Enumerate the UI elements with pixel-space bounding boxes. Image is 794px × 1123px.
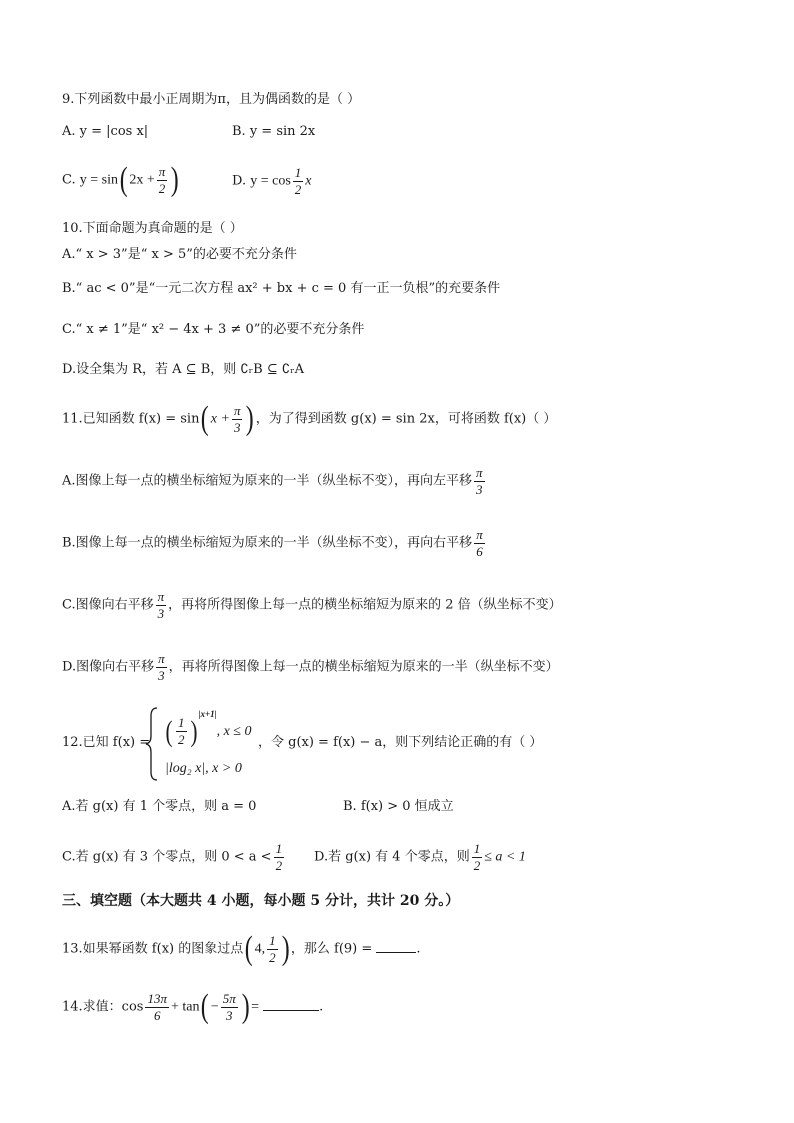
q12-option-a: A.若 g(x) 有 1 个零点，则 a = 0 [62,799,257,814]
q10-option-b: B.“ ac < 0”是“一元二次方程 ax² + bx + c = 0 有一正一负根”的充要条件 [62,281,501,296]
q14-fraction-1: $\frac{13\pi}{6}$ [147,990,167,1023]
q9-option-c: C. y = sin( 2x + $\frac{\pi}{2}$ ) [62,161,179,198]
q11-c-pre: C.图像向右平移 [62,597,154,613]
q13-point-pre: 4, [254,941,266,957]
section-title: 三、填空题（本大题共 4 小题，每小题 5 分计，共计 20 分。） [62,893,460,909]
q11-stem: 11.已知函数 f(x) = sin( x + $\frac{\pi}{3}$ ) ，为了得到函数 g(x) = sin 2x，可将函数 f(x)（ ） [62,400,557,437]
q9-option-d [232,166,312,196]
q14-inner: − [210,999,219,1015]
q13-post: ，那么 f(9) = [290,941,373,957]
q10-option-a: A.“ x > 3”是“ x > 5”的必要不充分条件 [62,247,297,262]
q13-pre: 13.如果幂函数 f(x) 的图象过点 [62,941,244,957]
q11-d-fraction: $\frac{\pi}{3}$ [158,651,165,683]
q9-d-post: x [305,173,312,189]
q12-case1-cond: , x ≤ 0 [216,724,252,739]
q11-stem-post: ，为了得到函数 g(x) = sin 2x，可将函数 f(x)（ ） [255,411,557,427]
q11-d-post: ，再将所得图像上每一点的横坐标缩短为原来的一半（纵坐标不变） [168,659,559,675]
q12-c-fraction: $\frac{1}{2}$ [275,841,283,873]
q11-a-fraction: $\frac{\pi}{3}$ [476,465,483,497]
q11-stem-pre: 11.已知函数 f(x) = sin [62,411,200,427]
q14: 14.求值：cos $\frac{13\pi}{6}$ + tan( − $\frac{5\pi}{3}$ ) = . [62,988,324,1025]
q11-option-a [62,466,487,496]
q12-stem-post: ，令 g(x) = f(x) − a，则下列结论正确的有（ ） [258,735,543,750]
q11-option-c [62,590,562,620]
q11-option-b [62,528,487,558]
q9-d-fraction: $\frac{1}{2}$ [294,165,302,197]
q12-option-b: B. f(x) > 0 恒成立 [343,799,454,814]
q13-fraction: $\frac{1}{2}$ [269,932,276,965]
q10-option-c: C.“ x ≠ 1”是“ x² − 4x + 3 ≠ 0”的必要不充分条件 [62,322,365,337]
q12-d-fraction: $\frac{1}{2}$ [473,841,481,873]
q9-stem: 9.下列函数中最小正周期为π，且为偶函数的是（ ） [62,92,361,107]
q14-fraction-2: $\frac{5\pi}{3}$ [222,990,236,1023]
q10-option-d: D.设全集为 R，若 A ⊆ B，则 ∁ᵣB ⊆ ∁ᵣA [62,362,305,377]
q12-case-1: ( $\frac{1}{2}$ )$^{|x+1|}$, x ≤ 0 [165,709,252,748]
q12-case1-exp: |x+1| [198,709,217,719]
q11-stem-fraction: $\frac{\pi}{3}$ [233,402,241,435]
q12-brace [145,706,159,782]
q12-stem-pre: 12.已知 f(x) = [62,735,151,750]
q12-option-c [62,842,286,872]
q9-option-a: A. y = |cos x| [62,124,149,139]
q14-pre: 14.求值：cos [62,999,144,1015]
q9-d-pre: y = cos [250,173,291,189]
q11-d-pre: D.图像向右平移 [62,659,155,675]
q9-d-label: D. [232,173,247,189]
q9-option-b: B. y = sin 2x [232,124,316,139]
q12-case1-fraction: $\frac{1}{2}$ [178,715,185,747]
q9-c-inner: 2x + [129,172,155,188]
q12-case-2 [165,762,242,776]
q11-option-d [62,652,559,682]
q13: 13.如果幂函数 f(x) 的图象过点( 4, $\frac{1}{2}$ ) ，那么 f(9) = . [62,930,421,967]
q12-d-pre: D.若 g(x) 有 4 个零点，则 [314,849,470,865]
q12-option-d [314,842,526,872]
q11-a-text: A.图像上每一点的横坐标缩短为原来的一半（纵坐标不变），再向左平移 [62,473,473,489]
q11-b-text: B.图像上每一点的横坐标缩短为原来的一半（纵坐标不变），再向右平移 [62,535,473,551]
q12-d-post: ≤ a < 1 [484,849,526,865]
q12-c-pre: C.若 g(x) 有 3 个零点，则 0 < a < [62,849,272,865]
q11-c-post: ，再将所得图像上每一点的横坐标缩短为原来的 2 倍（纵坐标不变） [168,597,562,613]
q9-c-pre: y = sin [79,172,118,188]
q11-c-fraction: $\frac{\pi}{3}$ [157,589,165,621]
q10-stem: 10.下面命题为真命题的是（ ） [62,221,243,236]
q11-stem-inner: x + [210,411,230,427]
q14-mid: + tan [170,999,200,1015]
q9-c-fraction: $\frac{\pi}{2}$ [158,163,166,196]
q14-answer-blank[interactable] [263,1010,319,1011]
q11-b-fraction: $\frac{\pi}{6}$ [476,527,483,559]
q9-c-label: C. [62,172,76,188]
q12-case2-text: |log₂ x|, x > 0 [165,761,242,776]
q14-post: = [251,999,259,1015]
q13-answer-blank[interactable] [376,952,416,953]
